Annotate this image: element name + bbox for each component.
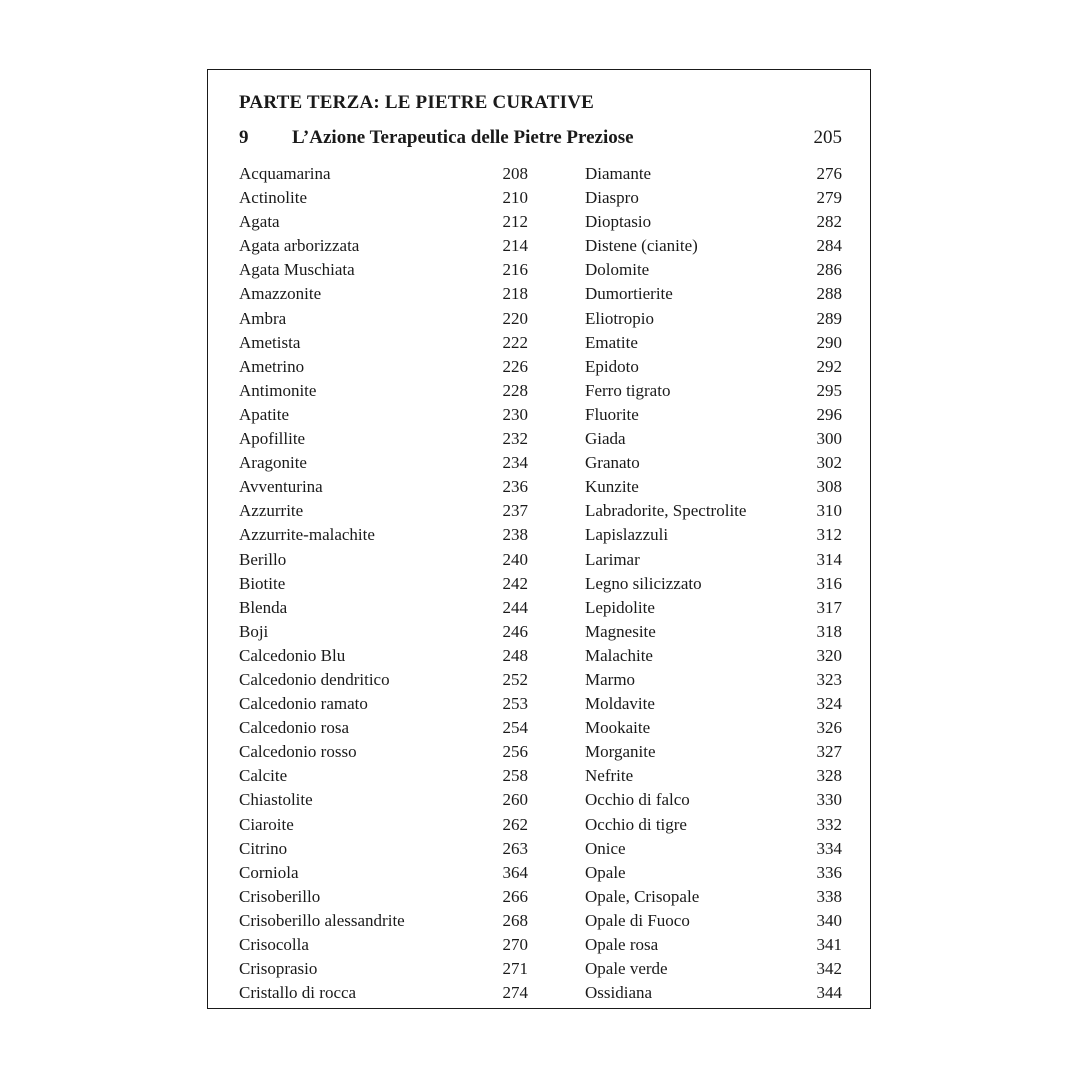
index-column-left	[239, 162, 528, 1005]
entry-name: Dumortierite	[585, 284, 673, 304]
index-entry	[239, 885, 528, 909]
entry-name: Boji	[239, 621, 269, 641]
index-entry	[585, 355, 842, 379]
entry-name: Ossidiana	[585, 983, 653, 1003]
entry-page-number: 274	[502, 983, 528, 1003]
index-entry	[239, 668, 528, 692]
entry-page-number: 230	[502, 404, 528, 424]
index-entry	[585, 764, 842, 788]
entry-page-number: 226	[502, 356, 528, 376]
index-entry	[585, 957, 842, 981]
index-entry	[585, 258, 842, 282]
entry-page-number: 327	[816, 742, 842, 762]
entry-name: Magnesite	[585, 621, 656, 641]
entry-name: Aragonite	[239, 453, 307, 473]
entry-name: Eliotropio	[585, 308, 654, 328]
index-entry	[239, 764, 528, 788]
entry-page-number: 256	[502, 742, 528, 762]
entry-name: Chiastolite	[239, 790, 313, 810]
index-entry	[239, 813, 528, 837]
entry-page-number: 214	[502, 236, 528, 256]
entry-page-number: 284	[816, 236, 842, 256]
entry-page-number: 240	[502, 549, 528, 569]
index-entry	[585, 475, 842, 499]
chapter-title: L’Azione Terapeutica delle Pietre Preziose	[292, 127, 634, 148]
entry-page-number: 268	[502, 910, 528, 930]
entry-page-number: 271	[502, 959, 528, 979]
entry-name: Calcedonio rosso	[239, 742, 357, 762]
entry-page-number: 323	[816, 669, 842, 689]
index-entry	[239, 788, 528, 812]
entry-page-number: 218	[502, 284, 528, 304]
entry-page-number: 282	[816, 212, 842, 232]
index-entry	[239, 981, 528, 1005]
entry-name: Calcedonio rosa	[239, 718, 349, 738]
entry-page-number: 296	[816, 404, 842, 424]
entry-name: Crisoprasio	[239, 959, 318, 979]
index-entry	[585, 620, 842, 644]
index-entry	[585, 403, 842, 427]
entry-page-number: 210	[502, 188, 528, 208]
entry-page-number: 220	[502, 308, 528, 328]
index-entry	[239, 548, 528, 572]
index-entry	[239, 258, 528, 282]
entry-name: Apofillite	[239, 429, 306, 449]
entry-name: Malachite	[585, 645, 653, 665]
entry-page-number: 328	[816, 766, 842, 786]
entry-name: Opale di Fuoco	[585, 910, 690, 930]
entry-name: Distene (cianite)	[585, 236, 698, 256]
entry-page-number: 320	[816, 645, 842, 665]
entry-page-number: 324	[816, 694, 842, 714]
index-entry	[585, 572, 842, 596]
entry-page-number: 212	[502, 212, 528, 232]
entry-name: Azzurrite-malachite	[239, 525, 375, 545]
entry-name: Diaspro	[585, 188, 639, 208]
entry-name: Opale, Crisopale	[585, 886, 700, 906]
index-entry	[239, 307, 528, 331]
entry-page-number: 334	[816, 838, 842, 858]
entry-page-number: 295	[816, 380, 842, 400]
entry-page-number: 340	[816, 910, 842, 930]
index-entry	[239, 475, 528, 499]
index-entry	[239, 933, 528, 957]
entry-page-number: 342	[816, 959, 842, 979]
index-entry	[585, 451, 842, 475]
entry-page-number: 317	[816, 597, 842, 617]
index-entry	[585, 307, 842, 331]
index-entry	[239, 957, 528, 981]
entry-page-number: 300	[816, 429, 842, 449]
entry-name: Morganite	[585, 742, 656, 762]
entry-page-number: 228	[502, 380, 528, 400]
entry-name: Calcedonio Blu	[239, 645, 346, 665]
index-entry	[239, 234, 528, 258]
entry-name: Corniola	[239, 862, 299, 882]
entry-name: Giada	[585, 429, 626, 449]
entry-name: Legno silicizzato	[585, 573, 702, 593]
entry-name: Larimar	[585, 549, 640, 569]
entry-name: Azzurrite	[239, 501, 304, 521]
chapter-number: 9	[239, 127, 249, 148]
index-entry	[239, 861, 528, 885]
book-page	[207, 69, 871, 1009]
entry-page-number: 289	[816, 308, 842, 328]
entry-page-number: 260	[502, 790, 528, 810]
index-entry	[239, 499, 528, 523]
entry-name: Marmo	[585, 669, 636, 689]
entry-name: Agata Muschiata	[239, 260, 355, 280]
index-entry	[239, 909, 528, 933]
entry-name: Opale rosa	[585, 935, 659, 954]
entry-page-number: 258	[502, 766, 528, 786]
entry-name: Crisocolla	[239, 935, 309, 954]
index-entry	[239, 523, 528, 547]
entry-name: Citrino	[239, 838, 288, 858]
entry-name: Antimonite	[239, 380, 317, 400]
entry-name: Lepidolite	[585, 597, 655, 617]
index-entry	[585, 282, 842, 306]
index-entry	[585, 644, 842, 668]
entry-name: Crisoberillo	[239, 886, 321, 906]
entry-page-number: 318	[816, 621, 842, 641]
index-entry	[239, 427, 528, 451]
index-entry	[239, 162, 528, 186]
index-entry	[585, 210, 842, 234]
entry-page-number: 279	[816, 188, 842, 208]
entry-page-number: 330	[816, 790, 842, 810]
index-entry	[585, 813, 842, 837]
entry-name: Agata arborizzata	[239, 236, 360, 256]
entry-page-number: 302	[816, 453, 842, 473]
entry-name: Calcite	[239, 766, 288, 786]
entry-name: Nefrite	[585, 766, 634, 786]
entry-name: Calcedonio dendritico	[239, 669, 390, 689]
index-entry	[239, 355, 528, 379]
entry-page-number: 316	[816, 573, 842, 593]
entry-name: Onice	[585, 838, 626, 858]
entry-name: Granato	[585, 453, 640, 473]
entry-name: Diamante	[585, 164, 652, 183]
entry-name: Ciaroite	[239, 814, 294, 834]
part-title: PARTE TERZA: LE PIETRE CURATIVE	[239, 92, 594, 113]
entry-name: Opale verde	[585, 959, 668, 979]
entry-name: Agata	[239, 212, 280, 232]
entry-page-number: 341	[816, 935, 842, 954]
entry-name: Mookaite	[585, 718, 651, 738]
index-entry	[585, 331, 842, 355]
entry-page-number: 344	[816, 983, 842, 1003]
entry-page-number: 262	[502, 814, 528, 834]
entry-page-number: 253	[502, 694, 528, 714]
entry-page-number: 332	[816, 814, 842, 834]
index-entry	[239, 331, 528, 355]
entry-page-number: 336	[816, 862, 842, 882]
index-entry	[239, 644, 528, 668]
index-entry	[585, 885, 842, 909]
entry-name: Calcedonio ramato	[239, 694, 368, 714]
entry-name: Acquamarina	[239, 164, 331, 183]
entry-name: Moldavite	[585, 694, 655, 714]
entry-name: Cristallo di rocca	[239, 983, 357, 1003]
index-entry	[585, 379, 842, 403]
index-entry	[585, 837, 842, 861]
index-entry	[239, 572, 528, 596]
entry-page-number: 276	[816, 164, 842, 183]
index-entry	[585, 162, 842, 186]
entry-name: Biotite	[239, 573, 286, 593]
entry-name: Ametista	[239, 332, 301, 352]
entry-page-number: 222	[502, 332, 528, 352]
index-entry	[239, 692, 528, 716]
entry-page-number: 288	[816, 284, 842, 304]
entry-name: Apatite	[239, 404, 290, 424]
entry-name: Ferro tigrato	[585, 380, 671, 400]
entry-page-number: 254	[502, 718, 528, 738]
index-entry	[585, 234, 842, 258]
entry-page-number: 290	[816, 332, 842, 352]
entry-name: Occhio di tigre	[585, 814, 687, 834]
entry-page-number: 286	[816, 260, 842, 280]
index-entry	[585, 548, 842, 572]
entry-page-number: 326	[816, 718, 842, 738]
entry-name: Blenda	[239, 597, 288, 617]
entry-name: Actinolite	[239, 188, 307, 208]
entry-page-number: 242	[502, 573, 528, 593]
entry-page-number: 263	[502, 838, 528, 858]
entry-page-number: 364	[502, 862, 528, 882]
index-entry	[585, 716, 842, 740]
index-entry	[239, 451, 528, 475]
entry-name: Ametrino	[239, 356, 305, 376]
entry-name: Lapislazzuli	[585, 525, 669, 545]
index-entry	[239, 716, 528, 740]
chapter-page-number: 205	[813, 127, 842, 148]
entry-page-number: 292	[816, 356, 842, 376]
index-entry	[585, 909, 842, 933]
chapter-heading	[239, 127, 842, 153]
entry-name: Fluorite	[585, 404, 639, 424]
index-entry	[239, 186, 528, 210]
index-entry	[585, 523, 842, 547]
index-column-right	[585, 162, 842, 1005]
entry-name: Epidoto	[585, 356, 639, 376]
entry-page-number: 234	[502, 453, 528, 473]
entry-page-number: 308	[816, 477, 842, 497]
entry-page-number: 314	[816, 549, 842, 569]
entry-page-number: 246	[502, 621, 528, 641]
index-entry	[239, 379, 528, 403]
entry-page-number: 338	[816, 886, 842, 906]
index-entry	[585, 692, 842, 716]
entry-page-number: 208	[502, 164, 528, 183]
index-entry	[239, 740, 528, 764]
index-entry	[239, 403, 528, 427]
entry-name: Avventurina	[239, 477, 323, 497]
index-entry	[239, 210, 528, 234]
entry-name: Labradorite, Spectrolite	[585, 501, 747, 521]
index-entry	[239, 282, 528, 306]
index-entry	[585, 788, 842, 812]
entry-page-number: 238	[502, 525, 528, 545]
entry-name: Ambra	[239, 308, 287, 328]
entry-page-number: 270	[502, 935, 528, 954]
entry-name: Dolomite	[585, 260, 650, 280]
entry-name: Amazzonite	[239, 284, 322, 304]
entry-name: Kunzite	[585, 477, 639, 497]
index-entry	[585, 186, 842, 210]
index-entry	[585, 499, 842, 523]
entry-page-number: 252	[502, 669, 528, 689]
index-entry	[585, 596, 842, 620]
entry-name: Occhio di falco	[585, 790, 690, 810]
entry-page-number: 312	[816, 525, 842, 545]
entry-page-number: 232	[502, 429, 528, 449]
index-entry	[239, 837, 528, 861]
index-entry	[239, 596, 528, 620]
entry-page-number: 266	[502, 886, 528, 906]
entry-name: Crisoberillo alessandrite	[239, 910, 405, 930]
entry-page-number: 248	[502, 645, 528, 665]
entry-page-number: 237	[502, 501, 528, 521]
index-entry	[239, 620, 528, 644]
index-entry	[585, 981, 842, 1005]
index-entry	[585, 427, 842, 451]
entry-page-number: 236	[502, 477, 528, 497]
entry-name: Berillo	[239, 549, 287, 569]
index-entry	[585, 668, 842, 692]
entry-name: Ematite	[585, 332, 638, 352]
index-entry	[585, 861, 842, 885]
entry-name: Dioptasio	[585, 212, 652, 232]
index-entry	[585, 933, 842, 957]
entry-page-number: 310	[816, 501, 842, 521]
entry-name: Opale	[585, 862, 626, 882]
entry-page-number: 216	[502, 260, 528, 280]
index-entry	[585, 740, 842, 764]
entry-page-number: 244	[502, 597, 528, 617]
